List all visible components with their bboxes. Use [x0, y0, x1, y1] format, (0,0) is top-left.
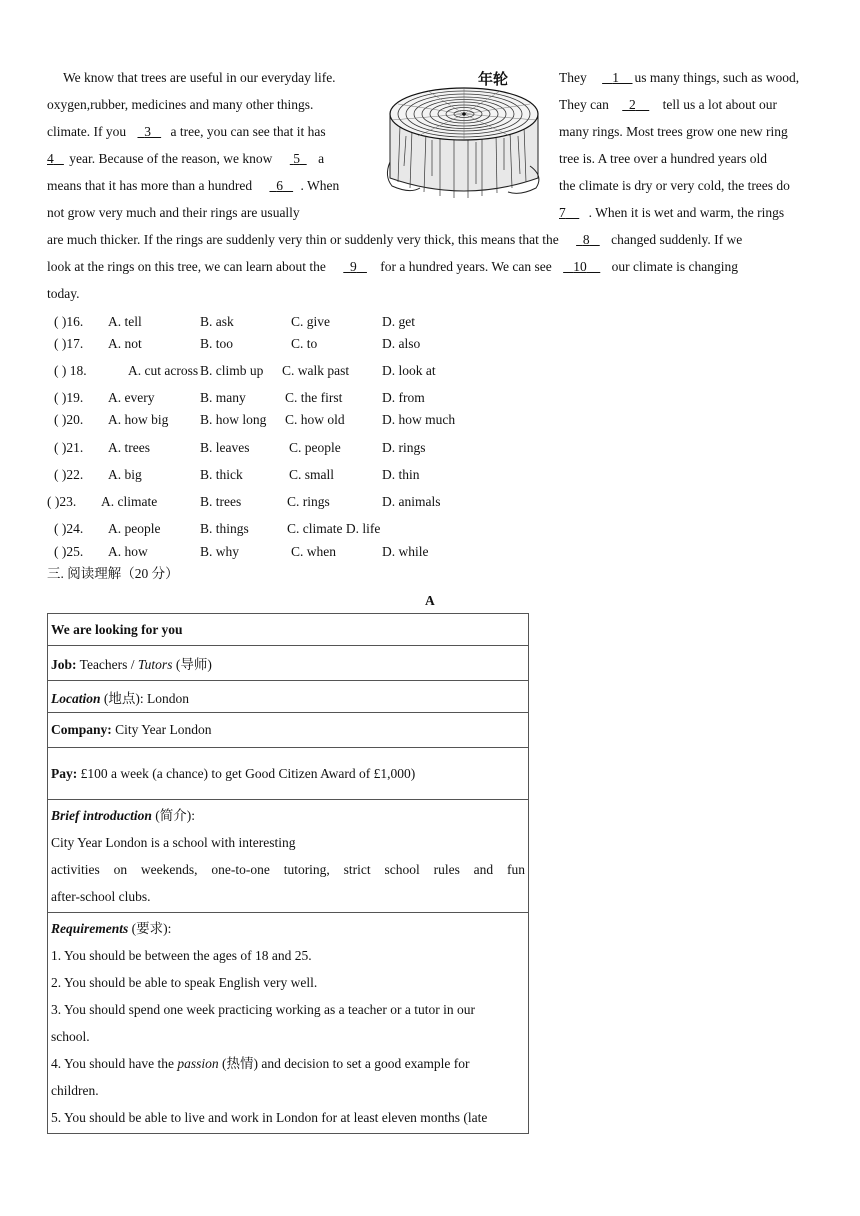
requirement-4-cont: children.	[51, 1083, 99, 1098]
cloze-full-line-3: today.	[47, 286, 80, 301]
intro-line-2	[51, 856, 525, 883]
option-c: C. walk past	[282, 363, 350, 378]
job-label: Job:	[51, 657, 77, 672]
question-number: 19.	[66, 390, 84, 405]
question-number: 25.	[66, 544, 84, 559]
option-a: A. climate	[101, 494, 158, 509]
option-c: C. people	[289, 440, 341, 455]
tree-rings-image	[380, 66, 548, 206]
text: They can	[559, 97, 609, 112]
blank-8: 8	[582, 232, 590, 247]
answer-paren[interactable]: ( )	[54, 412, 67, 427]
text: for a hundred years. We can see	[380, 259, 552, 274]
cloze-right-line-4: tree is. A tree over a hundred years old	[559, 151, 768, 166]
requirement-3-cont: school.	[51, 1029, 90, 1044]
question-23	[47, 494, 76, 510]
intro-line-3: after-school clubs.	[51, 889, 151, 904]
cloze-left-line-4	[47, 151, 363, 167]
requirements-label: Requirements	[51, 921, 129, 936]
cloze-full-line-1	[47, 232, 742, 248]
requirements-suffix: (要求):	[128, 921, 172, 936]
option-a: A. trees	[108, 440, 150, 455]
blank-1: 1	[612, 70, 619, 85]
option-c: C. give	[291, 314, 330, 329]
question-number: 24.	[66, 521, 84, 536]
option-b: B. leaves	[200, 440, 250, 455]
option-c: C. rings	[287, 494, 330, 509]
answer-paren[interactable]: ( )	[54, 363, 67, 378]
answer-paren[interactable]: ( )	[54, 521, 67, 536]
blank-7: 7	[559, 205, 566, 220]
option-a: A. tell	[108, 314, 142, 329]
text: climate. If you	[47, 124, 127, 139]
text: activities on weekends, one-to-one tutoring, strict school rules and fun	[51, 862, 525, 877]
ad-job-row	[48, 646, 529, 681]
answer-paren[interactable]: ( )	[54, 314, 67, 329]
question-19	[54, 390, 83, 406]
question-number: 22.	[66, 467, 84, 482]
cloze-left-line-5	[47, 178, 339, 194]
ad-requirements-row	[48, 913, 529, 1134]
text: a	[318, 151, 325, 166]
job-value: Teachers /	[76, 657, 138, 672]
option-c: C. to	[291, 336, 318, 351]
blank-2: 2	[628, 97, 636, 112]
option-d: D. while	[382, 544, 429, 559]
location-label: Location	[51, 690, 101, 706]
cloze-left-line-2-text: oxygen,rubber, medicines and many other things.	[47, 97, 314, 112]
option-d: D. rings	[382, 440, 426, 455]
pay-label: Pay:	[51, 765, 78, 781]
text: our climate is changing	[611, 259, 738, 274]
text: . When	[300, 178, 340, 193]
option-c: C. the first	[285, 390, 343, 405]
requirement-1: 1. You should be between the ages of 18 and 25.	[51, 948, 312, 963]
option-b: B. trees	[200, 494, 242, 509]
answer-paren[interactable]: ( )	[54, 544, 67, 559]
section-heading: 三. 阅读理解（20 分）	[47, 566, 179, 581]
text: changed suddenly. If we	[611, 232, 743, 247]
option-c: C. climate D. life	[287, 521, 381, 536]
cloze-left-line-3	[47, 124, 363, 140]
option-c: C. when	[291, 544, 336, 559]
blank-5: 5	[293, 151, 300, 166]
answer-paren[interactable]: ( )	[54, 440, 67, 455]
option-d: D. look at	[382, 363, 436, 378]
cloze-right-line-6	[559, 205, 784, 221]
option-a: A. people	[108, 521, 161, 536]
option-b: B. climb up	[200, 363, 264, 378]
text: are much thicker. If the rings are suddenly very thin or suddenly very thick, this means that the	[47, 232, 559, 247]
option-c: C. how old	[285, 412, 345, 427]
company-value: City Year London	[111, 722, 212, 737]
text: year. Because of the reason, we know	[69, 151, 273, 166]
requirement-5: 5. You should be able to live and work in London for at least eleven months (late	[51, 1110, 488, 1125]
cloze-left-line-2	[47, 97, 363, 113]
option-a: A. how	[108, 544, 148, 559]
text: means that it has more than a hundred	[47, 178, 253, 193]
intro-line-1: City Year London is a school with interesting	[51, 835, 296, 850]
question-25	[54, 544, 83, 560]
cloze-right-line-3: many rings. Most trees grow one new ring	[559, 124, 788, 139]
cloze-left-line-6	[47, 205, 363, 221]
question-24	[54, 521, 83, 537]
text: They	[559, 70, 587, 85]
option-d: D. from	[382, 390, 425, 405]
job-value-italic: Tutors	[137, 657, 173, 672]
text: not grow very much and their rings are usually	[47, 205, 300, 220]
option-d: D. also	[382, 336, 421, 351]
cloze-right-line-2	[559, 97, 777, 113]
text: a tree, you can see that it has	[170, 124, 326, 139]
requirement-2: 2. You should be able to speak English very well.	[51, 975, 318, 990]
option-a: A. every	[108, 390, 155, 405]
company-label: Company:	[51, 722, 112, 737]
option-b: B. ask	[200, 314, 234, 329]
question-16	[54, 314, 83, 330]
question-17	[54, 336, 83, 352]
location-value: (地点): London	[100, 690, 189, 706]
passage-letter: A	[425, 593, 435, 608]
question-number: 23.	[59, 494, 77, 509]
option-a: A. not	[108, 336, 142, 351]
answer-paren[interactable]: ( )	[54, 390, 67, 405]
answer-paren[interactable]: ( )	[54, 467, 67, 482]
ad-pay-row	[48, 748, 529, 800]
ad-title-row	[48, 614, 529, 646]
ad-title: We are looking for you	[51, 621, 183, 637]
question-22	[54, 467, 83, 483]
text: look at the rings on this tree, we can learn about the	[47, 259, 326, 274]
option-a: A. big	[108, 467, 142, 482]
answer-paren[interactable]: ( )	[54, 336, 67, 351]
text: tell us a lot about our	[662, 97, 777, 112]
cloze-full-line-2	[47, 259, 738, 275]
text: . When it is wet and warm, the rings	[588, 205, 785, 220]
blank-6: 6	[276, 178, 283, 193]
option-b: B. why	[200, 544, 240, 559]
question-number: 17.	[66, 336, 84, 351]
cloze-right-line-5: the climate is dry or very cold, the trees do	[559, 178, 790, 193]
intro-label: Brief introduction	[51, 808, 152, 823]
intro-suffix: (简介):	[151, 808, 196, 823]
question-number: 20.	[66, 412, 84, 427]
answer-paren[interactable]: ( )	[47, 494, 60, 509]
option-b: B. things	[200, 521, 249, 536]
job-value-suffix: (导师)	[172, 657, 212, 672]
question-number: 16.	[66, 314, 84, 329]
blank-10: 10	[573, 259, 587, 274]
cloze-right-line-1	[559, 70, 799, 86]
option-b: B. too	[200, 336, 234, 351]
option-b: B. many	[200, 390, 246, 405]
option-a: A. cut across	[128, 363, 199, 378]
blank-3: 3	[144, 124, 151, 139]
option-b: B. how long	[200, 412, 267, 427]
option-d: D. how much	[382, 412, 456, 427]
text: us many things, such as wood,	[634, 70, 800, 85]
blank-9: 9	[350, 259, 357, 274]
question-18	[54, 363, 87, 379]
tree-rings-label: 年轮	[478, 70, 509, 88]
option-c: C. small	[289, 467, 335, 482]
cloze-left-line-1: We know that trees are useful in our everyday life.	[63, 70, 336, 85]
option-d: D. animals	[382, 494, 441, 509]
question-number: 21.	[66, 440, 84, 455]
ad-location-row	[48, 681, 529, 713]
question-number: 18.	[66, 363, 87, 378]
job-ad-table	[47, 613, 529, 1134]
ad-intro-row	[48, 800, 529, 913]
requirement-3: 3. You should spend one week practicing working as a teacher or a tutor in our	[51, 1002, 476, 1017]
question-21	[54, 440, 83, 456]
ad-company-row	[48, 713, 529, 748]
option-d: D. get	[382, 314, 415, 329]
option-a: A. how big	[108, 412, 169, 427]
option-d: D. thin	[382, 467, 420, 482]
option-b: B. thick	[200, 467, 243, 482]
pay-value: £100 a week (a chance) to get Good Citizen Award of £1,000)	[77, 765, 416, 781]
question-20	[54, 412, 83, 428]
requirement-4: 4. You should have the passion (热情) and decision to set a good example for	[51, 1056, 470, 1071]
blank-4: 4	[47, 151, 54, 166]
